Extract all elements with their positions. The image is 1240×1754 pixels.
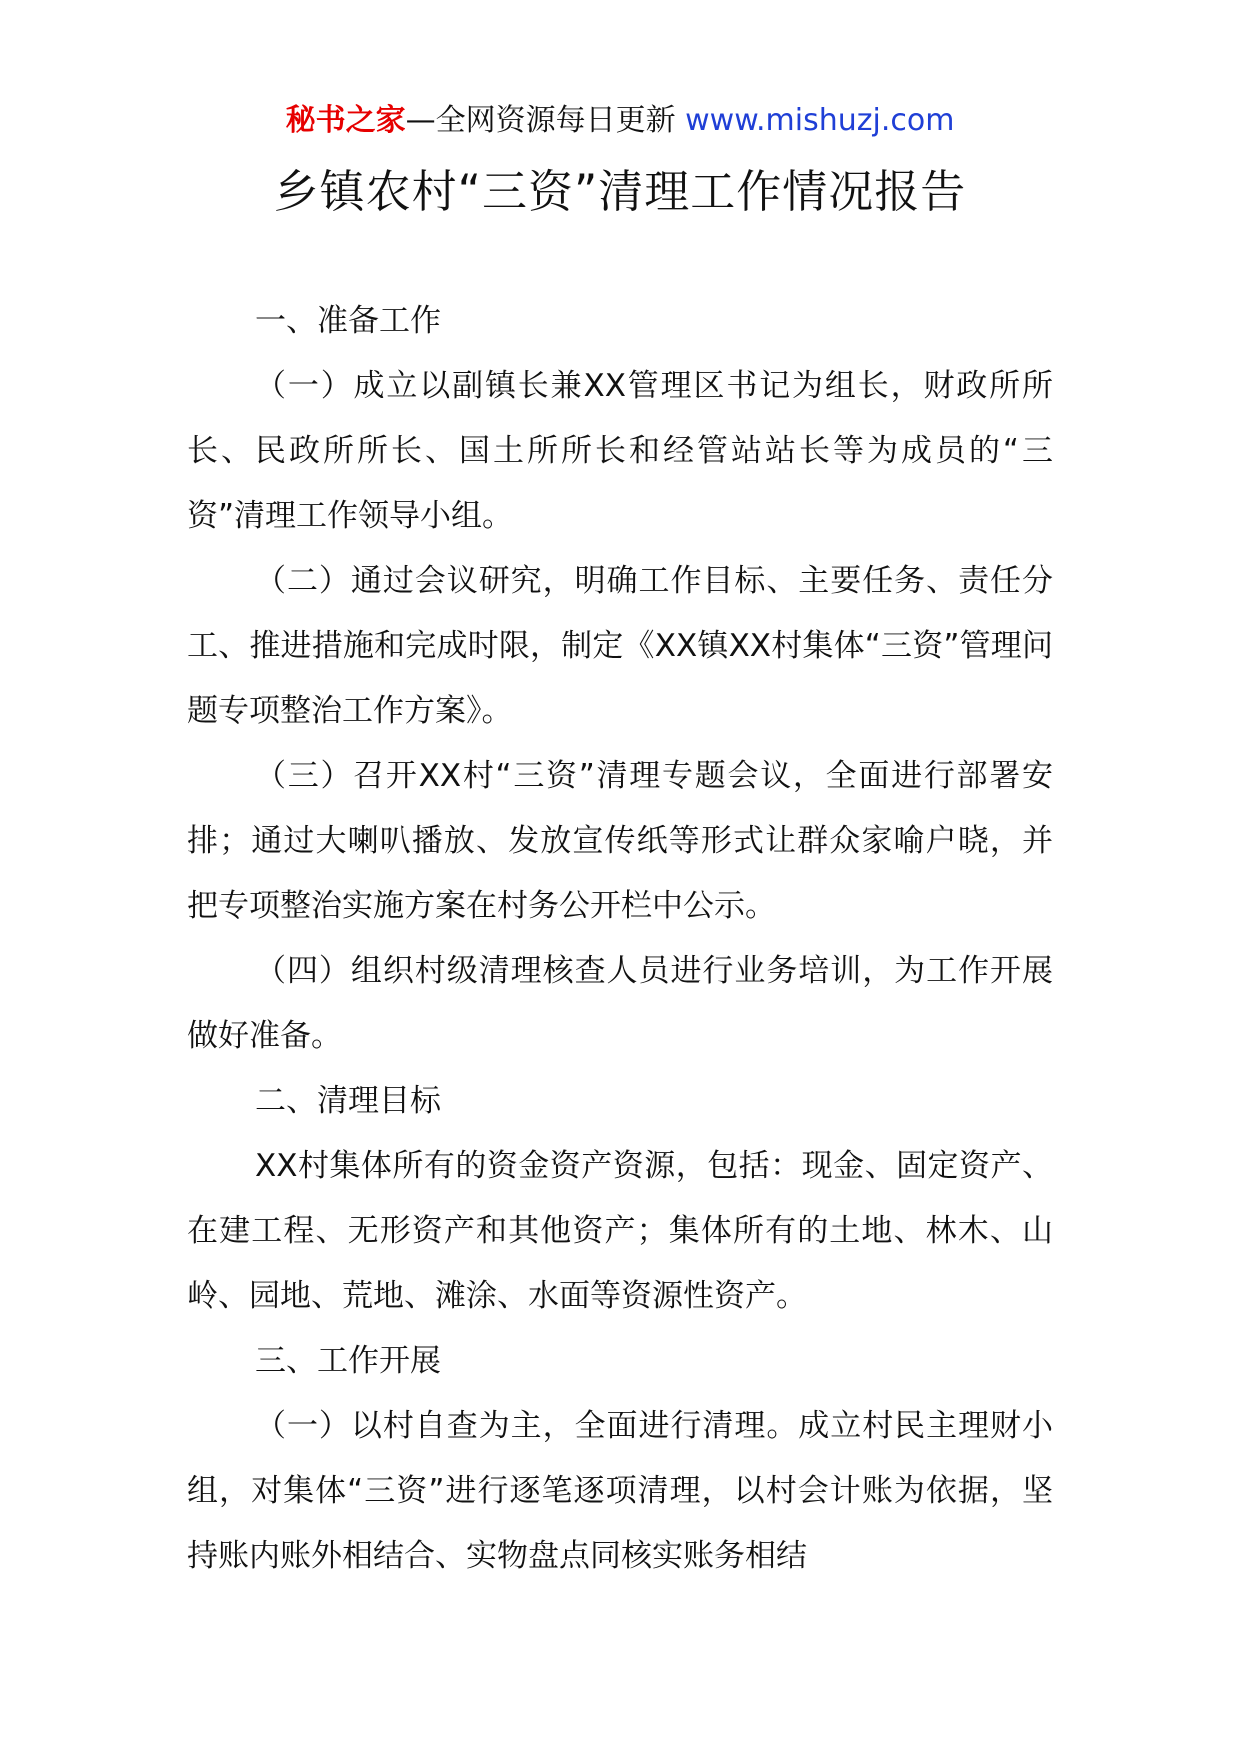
document-title: 乡镇农村“三资”清理工作情况报告 [273,165,967,218]
paragraph: （四）组织村级清理核查人员进行业务培训，为工作开展做好准备。 [187,953,1053,1054]
site-url[interactable]: www.mishuzj.com [685,103,955,138]
section-heading: 一、准备工作 [255,303,441,339]
paragraph: （一）以村自查为主，全面进行清理。成立村民主理财小组，对集体“三资”进行逐笔逐项清理，以村会计账为依据，坚持账内账外相结合、实物盘点同核实账务相结 [187,1408,1053,1574]
section-heading: 二、清理目标 [255,1083,441,1119]
document-body [187,289,1053,1589]
site-slogan: —全网资源每日更新 [405,103,676,138]
site-brand: 秘书之家 [285,103,406,138]
site-header [0,98,1240,144]
paragraph: XX村集体所有的资金资产资源，包括：现金、固定资产、在建工程、无形资产和其他资产；集体所有的土地、林木、山岭、园地、荒地、滩涂、水面等资源性资产。 [187,1148,1053,1314]
paragraph: （一）成立以副镇长兼XX管理区书记为组长，财政所所长、民政所所长、国土所所长和经管站站长等为成员的“三资”清理工作领导小组。 [187,368,1053,534]
paragraph: （三）召开XX村“三资”清理专题会议，全面进行部署安排；通过大喇叭播放、发放宣传纸等形式让群众家喻户晓，并把专项整治实施方案在村务公开栏中公示。 [187,758,1053,924]
section-heading: 三、工作开展 [255,1343,441,1379]
paragraph: （二）通过会议研究，明确工作目标、主要任务、责任分工、推进措施和完成时限，制定《XX镇XX村集体“三资”管理问题专项整治工作方案》。 [187,563,1053,729]
